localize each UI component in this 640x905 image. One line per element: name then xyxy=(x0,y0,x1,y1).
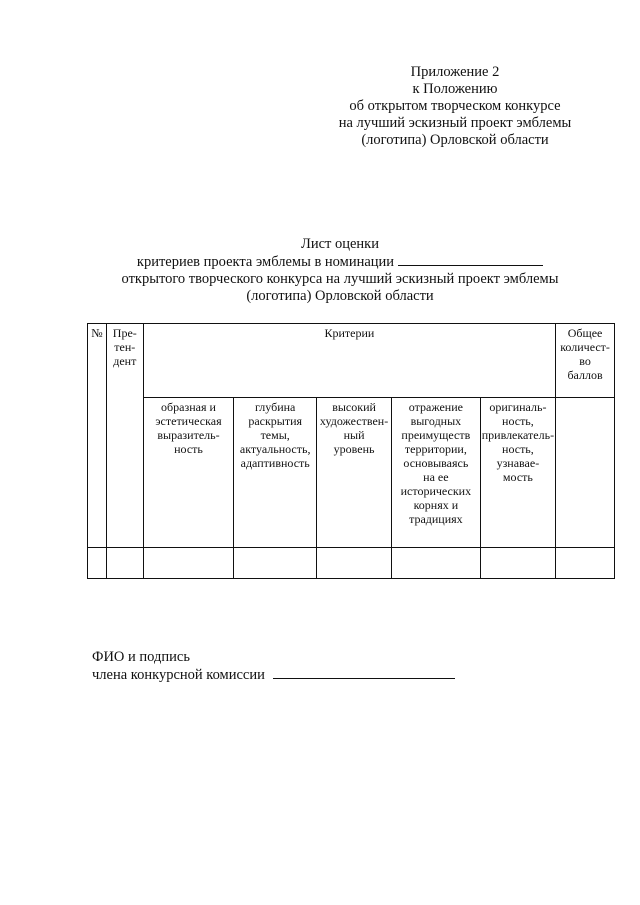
title-line-nomination xyxy=(60,253,620,271)
criterion-cell: оригиналь- ность, привлекатель- ность, узнавае- мость xyxy=(480,398,555,548)
commission-label: члена конкурсной комиссии xyxy=(92,667,265,683)
table-cell xyxy=(234,548,317,579)
signature-line: ФИО и подпись xyxy=(92,649,190,665)
header-total-label: Общее количест- во баллов xyxy=(560,326,610,382)
appendix-header xyxy=(300,64,610,149)
signature-block xyxy=(92,648,455,684)
nomination-label: критериев проекта эмблемы в номинации xyxy=(136,254,395,270)
appendix-line: (логотипа) Орловской области xyxy=(361,132,549,148)
table-cell xyxy=(106,548,143,579)
criteria-row xyxy=(88,398,615,548)
title-line: открытого творческого конкурса на лучший эскизный проект эмблемы xyxy=(121,271,559,287)
table-header-row xyxy=(88,324,615,398)
table-cell xyxy=(88,548,107,579)
table-cell xyxy=(143,548,234,579)
header-criteria xyxy=(143,324,555,398)
appendix-line: на лучший эскизный проект эмблемы xyxy=(338,115,572,131)
criterion-cell: отражение выгодных преимуществ территории, основываясь на ее исторических корнях и традициях xyxy=(392,398,481,548)
header-applicant xyxy=(106,324,143,548)
header-total xyxy=(556,324,615,398)
evaluation-table xyxy=(87,323,615,579)
total-cell xyxy=(556,398,615,548)
table-cell xyxy=(392,548,481,579)
title-line: (логотипа) Орловской области xyxy=(246,288,434,304)
criterion-cell: глубина раскрытия темы, актуальность, адаптивность xyxy=(234,398,317,548)
header-number xyxy=(88,324,107,548)
table-cell xyxy=(317,548,392,579)
document-title xyxy=(60,236,620,305)
appendix-line: Приложение 2 xyxy=(410,64,500,80)
nomination-blank-line xyxy=(398,253,543,266)
criterion-cell: высокий художествен- ный уровень xyxy=(317,398,392,548)
table-cell xyxy=(556,548,615,579)
appendix-line: к Положению xyxy=(412,81,498,97)
title-line: Лист оценки xyxy=(300,236,379,252)
header-criteria-label: Критерии xyxy=(324,326,375,340)
header-applicant-label: Пре- тен- дент xyxy=(112,326,137,368)
signature-line-commission xyxy=(92,666,455,684)
signature-blank-line xyxy=(273,666,455,679)
table-cell xyxy=(480,548,555,579)
appendix-line: об открытом творческом конкурсе xyxy=(349,98,561,114)
header-number-label: № xyxy=(91,326,103,340)
criterion-cell: образная и эстетическая выразитель- ность xyxy=(143,398,234,548)
table-row xyxy=(88,548,615,579)
